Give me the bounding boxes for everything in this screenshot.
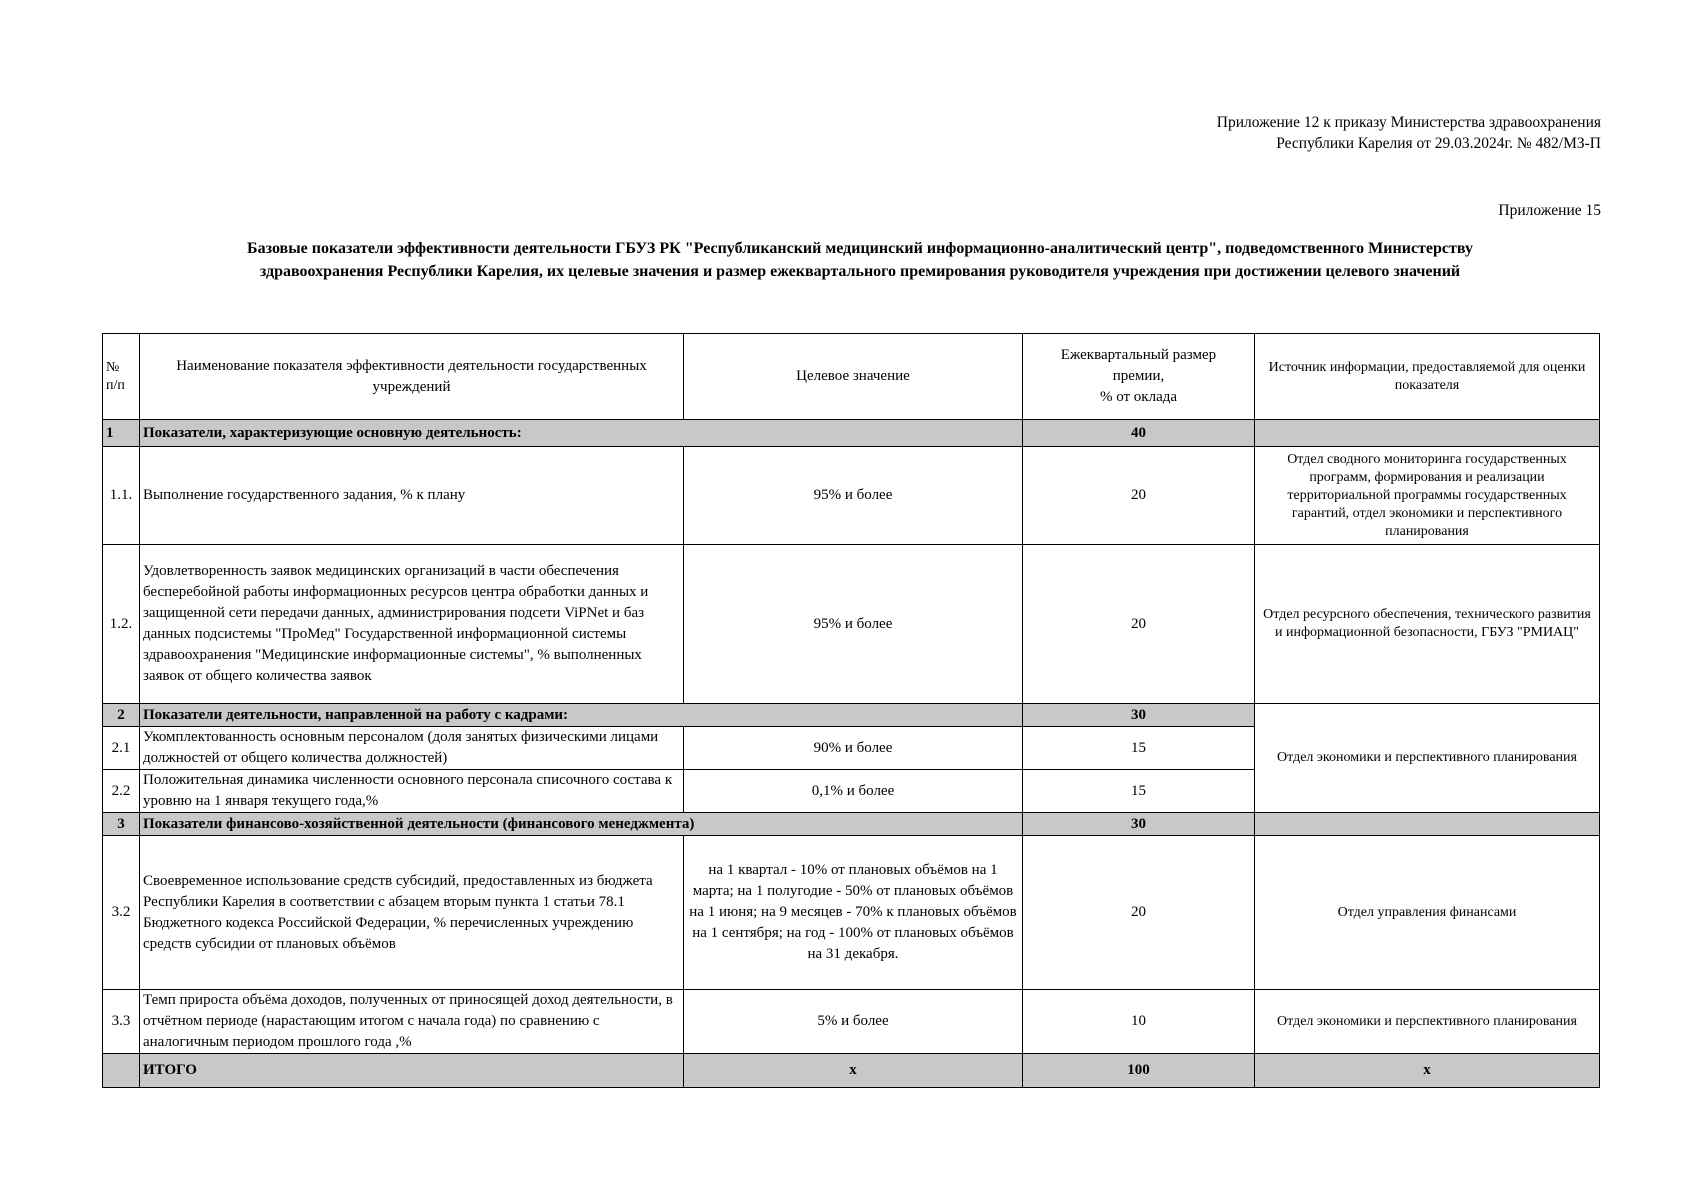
section-bonus: 40 <box>1023 420 1255 447</box>
row-bonus: 15 <box>1023 727 1255 770</box>
section-number: 1 <box>103 420 140 447</box>
col-header-number: № п/п <box>103 334 140 420</box>
section-bonus: 30 <box>1023 704 1255 727</box>
row-source: Отдел экономики и перспективного планирования <box>1255 990 1600 1054</box>
section-row <box>103 420 1600 447</box>
row-number: 1.2. <box>103 545 140 704</box>
document-title-line1: Базовые показатели эффективности деятельности ГБУЗ РК "Республиканский медицинский информационно-аналитический центр", подведомственного Министерству <box>247 240 1473 257</box>
row-bonus: 20 <box>1023 836 1255 990</box>
appendix-label: Приложение 15 <box>1498 202 1601 219</box>
section-title: Показатели финансово-хозяйственной деятельности (финансового менеджмента) <box>140 813 1023 836</box>
row-number: 3.3 <box>103 990 140 1054</box>
total-number-empty <box>103 1054 140 1088</box>
section-row <box>103 704 1600 727</box>
row-source: Отдел ресурсного обеспечения, технического развития и информационной безопасности, ГБУЗ "РМИАЦ" <box>1255 545 1600 704</box>
kpi-table <box>102 333 1600 1088</box>
row-indicator: Удовлетворенность заявок медицинских организаций в части обеспечения бесперебойной работы информационных ресурсов центра обработки данных и защищенной сети передачи данных, администрирования подсети ViPNet и баз данных подсистемы "ПроМед" Государственной информационной системы здравоохранения "Медицинские информационные системы", % выполненных заявок от общего количества заявок <box>140 545 684 704</box>
row-bonus: 20 <box>1023 447 1255 545</box>
row-target: 90% и более <box>684 727 1023 770</box>
order-reference-line2: Республики Карелия от 29.03.2024г. № 482/МЗ-П <box>1276 135 1601 152</box>
col-header-name: Наименование показателя эффективности деятельности государственных учреждений <box>140 334 684 420</box>
col-header-bonus: Ежеквартальный размер премии, % от оклада <box>1023 334 1255 420</box>
table-row <box>103 836 1600 990</box>
document-title-line2: здравоохранения Республики Карелия, их целевые значения и размер ежеквартального премирования руководителя учреждения при достижении целевого значений <box>259 263 1461 280</box>
row-target: 0,1% и более <box>684 770 1023 813</box>
row-target: на 1 квартал - 10% от плановых объёмов на 1 марта; на 1 полугодие - 50% от плановых объёмов на 1 июня; на 9 месяцев - 70% к плановых объёмов на 1 сентября; на год - 100% от плановых объёмов на 31 декабря. <box>684 836 1023 990</box>
col-header-source: Источник информации, предоставляемой для оценки показателя <box>1255 334 1600 420</box>
row-indicator: Выполнение государственного задания, % к плану <box>140 447 684 545</box>
section-source-empty <box>1255 813 1600 836</box>
row-target: 95% и более <box>684 545 1023 704</box>
row-number: 2.1 <box>103 727 140 770</box>
row-number: 3.2 <box>103 836 140 990</box>
row-target: 95% и более <box>684 447 1023 545</box>
total-target: х <box>684 1054 1023 1088</box>
total-bonus: 100 <box>1023 1054 1255 1088</box>
row-bonus: 10 <box>1023 990 1255 1054</box>
table-row <box>103 447 1600 545</box>
row-indicator: Положительная динамика численности основного персонала списочного состава к уровню на 1 января текущего года,% <box>140 770 684 813</box>
section-title: Показатели, характеризующие основную деятельность: <box>140 420 1023 447</box>
section-row <box>103 813 1600 836</box>
section-number: 3 <box>103 813 140 836</box>
section-source-empty <box>1255 420 1600 447</box>
row-number: 2.2 <box>103 770 140 813</box>
section-source: Отдел экономики и перспективного планирования <box>1255 704 1600 813</box>
order-reference <box>1217 112 1601 154</box>
total-source: х <box>1255 1054 1600 1088</box>
total-row <box>103 1054 1600 1088</box>
row-indicator: Укомплектованность основным персоналом (доля занятых физическими лицами должностей от общего количества должностей) <box>140 727 684 770</box>
table-row <box>103 990 1600 1054</box>
section-number: 2 <box>103 704 140 727</box>
row-bonus: 15 <box>1023 770 1255 813</box>
row-source: Отдел сводного мониторинга государственных программ, формирования и реализации территориальной программы государственных гарантий, отдел экономики и перспективного планирования <box>1255 447 1600 545</box>
order-reference-line1: Приложение 12 к приказу Министерства здравоохранения <box>1216 114 1601 131</box>
row-number: 1.1. <box>103 447 140 545</box>
row-indicator: Темп прироста объёма доходов, полученных от приносящей доход деятельности, в отчётном периоде (нарастающим итогом с начала года) по сравнению с аналогичным периодом прошлого года ,% <box>140 990 684 1054</box>
row-target: 5% и более <box>684 990 1023 1054</box>
total-label: ИТОГО <box>140 1054 684 1088</box>
row-bonus: 20 <box>1023 545 1255 704</box>
section-title: Показатели деятельности, направленной на работу с кадрами: <box>140 704 1023 727</box>
row-indicator: Своевременное использование средств субсидий, предоставленных из бюджета Республики Карелия в соответствии с абзацем вторым пункта 1 статьи 78.1 Бюджетного кодекса Российской Федерации, % перечисленных учреждению средств субсидии от плановых объёмов <box>140 836 684 990</box>
col-header-target: Целевое значение <box>684 334 1023 420</box>
document-title <box>170 237 1550 283</box>
table-header-row <box>103 334 1600 420</box>
row-source: Отдел управления финансами <box>1255 836 1600 990</box>
table-row <box>103 545 1600 704</box>
section-bonus: 30 <box>1023 813 1255 836</box>
